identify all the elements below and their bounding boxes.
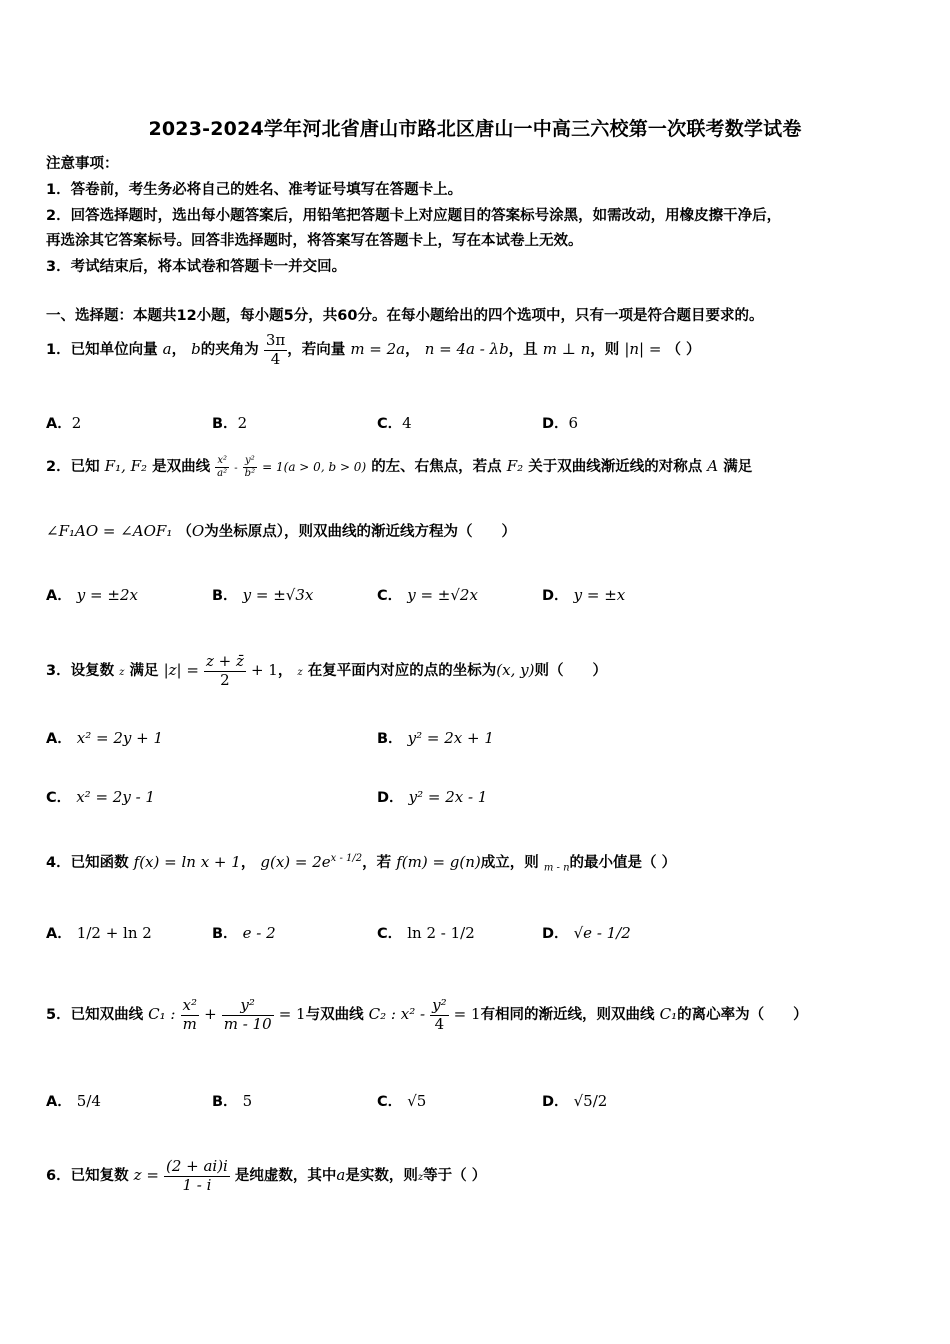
question-1 (46, 328, 701, 371)
q5-option-c-label: C． (377, 1094, 403, 1110)
notice-item-1: 1．答卷前，考生务必将自己的姓名、准考证号填写在答题卡上。 (46, 182, 463, 198)
q3-text-3: 在复平面内对应的点的坐标为 (307, 663, 497, 679)
q4-option-d-value: √e - 1/2 (573, 924, 631, 942)
q1-option-d-value: 6 (568, 414, 579, 432)
q4-stem-start: 4．已知函数 (46, 854, 129, 871)
q5-math-eq1: = 1 (278, 1005, 306, 1023)
q3-option-a-label: A． (46, 731, 72, 747)
q2-text-4: 满足 (723, 459, 753, 475)
q3-text-2: ， (277, 663, 293, 679)
q4-math-mn: m - n (543, 862, 570, 874)
q3-math-abs: |z| = (163, 661, 199, 679)
q2-math-foci: F₁, F₂ (104, 457, 148, 475)
q2-frac-x-num: x² (215, 455, 229, 468)
question-5: 5．已知双曲线 C₁ : $\frac{\text{x²}}{m}$ + $\frac{\text{y²}}{m - 10}$ = 1与双曲线 C₂ : x² - $\frac{\text{y²}}{4}$ = 1有相同的渐近线，则双曲线 C₁的离心率为（ ） (46, 996, 808, 1033)
q4-text-2: ，若 (362, 854, 392, 871)
q4-option-b-value: e - 2 (242, 924, 276, 942)
q5-frac-3 (430, 997, 449, 1033)
q4-option-c[interactable] (377, 922, 475, 943)
q3-option-a-value: x² = 2y + 1 (76, 729, 164, 747)
q3-math-z: z (119, 667, 125, 678)
q2-option-c[interactable] (377, 584, 478, 605)
q1-math-abs: |n| = (624, 340, 662, 358)
q4-option-c-label: C． (377, 926, 403, 942)
page-title: 2023-2024学年河北省唐山市路北区唐山一中高三六校第一次联考数学试卷 (148, 118, 802, 140)
q4-option-a-label: A． (46, 926, 72, 942)
q1-option-c[interactable] (377, 412, 412, 433)
q5-text-1: 与双曲线 (305, 1007, 364, 1023)
question-4 (46, 838, 676, 890)
q5-frac-1-den: m (182, 1014, 197, 1033)
q4-option-a-value: 1/2 + ln 2 (76, 924, 152, 942)
q3-option-c-value: x² = 2y - 1 (76, 788, 155, 806)
q1-option-d-label: D． (542, 416, 569, 432)
q1-text-6: ，则 (590, 342, 620, 358)
q5-text-2: 有相同的渐近线，则双曲线 (480, 1007, 655, 1023)
q1-math-perp: m ⊥ n (542, 340, 591, 358)
q1-option-a-value: 2 (71, 414, 82, 432)
q3-option-d-value: y² = 2x - 1 (408, 788, 488, 806)
notice-item-3: 3．考试结束后，将本试卷和答题卡一并交回。 (46, 259, 347, 275)
q4-math-f: f(x) = ln x + 1 (133, 852, 241, 871)
q1-option-d[interactable] (542, 412, 578, 433)
q5-frac-3-den: 4 (434, 1014, 445, 1033)
q4-text-1: ， (240, 854, 256, 871)
q3-math-z-2: z (297, 667, 303, 678)
question-3 (46, 646, 607, 697)
q5-option-a[interactable] (46, 1090, 101, 1111)
q4-option-b-label: B． (212, 926, 238, 942)
q1-stem-start: 1．已知单位向量 (46, 342, 158, 358)
q6-math-z-2: z (417, 1172, 424, 1183)
q3-stem-start: 3．设复数 (46, 663, 115, 679)
q2-frac-x (215, 455, 229, 479)
question-2: 2．已知 F₁, F₂ 是双曲线 $\frac{\text{x²}}{\text{a²}}$ - $\frac{\text{y²}}{\text{b²}}$ = 1(a > 0, b > 0) 的左、右焦点，若点 F₂ 关于双曲线渐近线的对称点 A 满足 (46, 455, 753, 479)
q2-frac-y-num: y² (243, 455, 257, 468)
q6-text-3: 等于（ ） (423, 1168, 487, 1184)
q1-option-a[interactable] (46, 412, 81, 433)
q5-option-d[interactable] (542, 1090, 607, 1111)
q2-text-6: 为坐标原点），则双曲线的渐近线方程为（ ） (204, 524, 516, 540)
q3-frac-den: 2 (220, 670, 230, 689)
q1-option-a-label: A． (46, 416, 72, 432)
q3-text-4: 则（ ） (534, 663, 607, 679)
q2-text-2: 的左、右焦点，若点 (371, 459, 502, 475)
notice-item-2: 2．回答选择题时，选出每小题答案后，用铅笔把答题卡上对应题目的答案标号涂黑，如需改动，用橡皮擦干净后， (46, 208, 782, 224)
q2-math-o: O (191, 522, 205, 540)
q5-option-d-value: √5/2 (573, 1092, 608, 1110)
q2-option-a[interactable] (46, 584, 138, 605)
q4-math-g: g(x) = 2e (260, 852, 331, 871)
q5-option-a-value: 5/4 (76, 1092, 101, 1110)
q2-option-d[interactable] (542, 584, 625, 605)
q3-math-xy: (x, y) (496, 661, 535, 679)
q5-option-b[interactable] (212, 1090, 252, 1111)
q6-text-1: 是纯虚数，其中 (234, 1168, 337, 1184)
q5-frac-1-num: x² (182, 996, 198, 1015)
q5-math-c2: C₂ : x² - (368, 1005, 426, 1023)
q5-math-c1: C₁ : (148, 1005, 176, 1023)
q4-text-4: 的最小值是（ ） (569, 854, 677, 871)
q5-option-c[interactable] (377, 1090, 426, 1111)
q3-frac (204, 653, 246, 689)
q2-math-a: A (707, 457, 719, 475)
q3-math-plus: + 1 (250, 661, 278, 679)
q4-text-3: 成立，则 (480, 854, 539, 871)
q2-option-c-label: C． (377, 588, 403, 604)
q2-math-cond: = 1(a > 0, b > 0) (262, 460, 367, 474)
q3-option-b-label: B． (377, 731, 403, 747)
q5-math-c1-ref: C₁ (659, 1005, 678, 1023)
q3-text-1: 满足 (129, 663, 159, 679)
question-2-cont (46, 520, 516, 541)
q1-option-b-label: B． (212, 416, 238, 432)
q6-math-z: z = (133, 1166, 159, 1184)
q5-option-b-value: 5 (242, 1092, 253, 1110)
q5-stem-start: 5．已知双曲线 (46, 1007, 144, 1023)
q5-option-a-label: A． (46, 1094, 72, 1110)
q1-math-b: b (191, 340, 201, 358)
q2-math-angle: ∠F₁AO = ∠AOF₁ (46, 522, 173, 540)
q1-math-m: m = 2a (350, 340, 406, 358)
q6-frac-den: 1 - i (182, 1175, 212, 1194)
q2-option-c-value: y = ±√2x (407, 586, 478, 604)
q1-math-n: n = 4a - λb (424, 340, 509, 358)
q2-option-b-value: y = ±√3x (242, 586, 314, 604)
notice-item-2-cont: 再选涂其它答案标号。回答非选择题时，将答案写在答题卡上，写在本试卷上无效。 (46, 233, 583, 249)
q2-option-d-value: y = ±x (573, 586, 626, 604)
q5-frac-1 (181, 997, 199, 1033)
q3-option-c[interactable] (46, 786, 155, 807)
section-heading: 一、选择题：本题共12小题，每小题5分，共60分。在每小题给出的四个选项中，只有一项是符合题目要求的。 (46, 308, 764, 324)
question-6 (46, 1150, 486, 1203)
q3-option-d[interactable] (377, 786, 487, 807)
q5-frac-2-den: m - 10 (223, 1014, 272, 1033)
q2-frac-y (243, 455, 257, 479)
q4-math-eq: f(m) = g(n) (396, 852, 481, 871)
q2-stem-start: 2．已知 (46, 459, 100, 475)
q4-option-c-value: ln 2 - 1/2 (407, 924, 475, 942)
q6-frac-num: (2 + ai)i (165, 1157, 228, 1176)
q6-stem-start: 6．已知复数 (46, 1168, 129, 1184)
q4-math-g-exponent: x - 1/2 (330, 853, 363, 864)
q2-option-d-label: D． (542, 588, 569, 604)
q2-text-5: （ (177, 524, 192, 540)
q5-text-3: 的离心率为（ ） (677, 1007, 808, 1023)
q6-math-a: a (336, 1166, 346, 1184)
q2-option-a-value: y = ±2x (76, 586, 138, 604)
q4-option-d[interactable] (542, 922, 631, 943)
q1-text-7: （ ） (666, 342, 701, 358)
q1-math-a: a (162, 340, 172, 358)
q5-frac-3-num: y² (432, 996, 447, 1015)
q1-angle-numerator: 3π (265, 331, 286, 350)
q5-math-eq1-2: = 1 (453, 1005, 481, 1023)
q2-text-1: 是双曲线 (152, 459, 211, 475)
q5-option-b-label: B． (212, 1094, 238, 1110)
q2-option-a-label: A． (46, 588, 72, 604)
q4-option-a[interactable] (46, 922, 152, 943)
q1-option-c-value: 4 (402, 414, 412, 432)
q5-option-d-label: D． (542, 1094, 569, 1110)
notice-heading: 注意事项： (46, 156, 119, 172)
q2-frac-y-den: b² (244, 467, 256, 479)
q5-frac-2 (222, 997, 274, 1033)
q3-option-c-label: C． (46, 790, 72, 806)
q2-option-b[interactable] (212, 584, 313, 605)
q5-frac-2-num: y² (222, 997, 274, 1015)
q1-text-1: ， (171, 342, 187, 358)
q3-option-b-value: y² = 2x + 1 (407, 729, 494, 747)
q5-option-c-value: √5 (407, 1092, 427, 1110)
q2-math-f2: F₂ (506, 457, 524, 475)
q6-text-2: 是实数，则 (345, 1168, 418, 1184)
q1-option-b-value: 2 (237, 414, 248, 432)
q1-option-b[interactable] (212, 412, 247, 433)
q3-frac-num: z + z̄ (205, 652, 244, 671)
q3-option-b[interactable] (377, 727, 494, 748)
q1-text-4: ， (405, 342, 420, 358)
q1-angle-denominator: 4 (270, 349, 281, 368)
q4-option-b[interactable] (212, 922, 276, 943)
q1-text-3: ，若向量 (287, 342, 346, 358)
q1-angle-fraction (264, 332, 287, 368)
q6-frac (164, 1158, 230, 1194)
q2-frac-x-den: a² (217, 467, 228, 479)
q1-text-5: ，且 (508, 342, 538, 358)
q1-option-c-label: C． (377, 416, 403, 432)
q3-option-d-label: D． (377, 790, 404, 806)
q1-text-2: 的夹角为 (200, 342, 259, 358)
q3-option-a[interactable] (46, 727, 163, 748)
q4-option-d-label: D． (542, 926, 569, 942)
q2-option-b-label: B． (212, 588, 238, 604)
q2-text-3: 关于双曲线渐近线的对称点 (528, 459, 703, 475)
